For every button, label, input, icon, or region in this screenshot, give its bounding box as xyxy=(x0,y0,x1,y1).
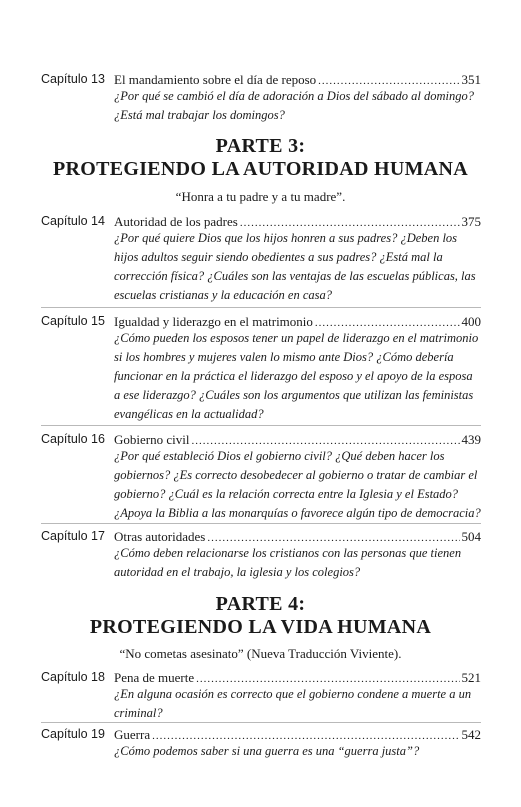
page-number: 400 xyxy=(461,314,481,329)
part-4-quote: “No cometas asesinato” (Nueva Traducción Viviente). xyxy=(119,646,402,661)
chapter-label: Capítulo 15 xyxy=(41,314,105,328)
entry-divider xyxy=(41,425,481,426)
chapter-title: Guerra xyxy=(114,727,151,742)
chapter-description: ¿Por qué quiere Dios que los hijos honren a sus padres? ¿Deben los hijos adultos seguir siendo obedientes a sus padres? ¿Está mal la corrección física? ¿Cuáles son las ventajas de las escuelas públicas, las escuelas cristianas y la educación en casa? xyxy=(114,231,476,302)
entry-divider xyxy=(41,523,481,524)
chapter-description: ¿Cómo podemos saber si una guerra es una “guerra justa”? xyxy=(114,744,420,758)
chapter-description: ¿Por qué se cambió el día de adoración a Dios del sábado al domingo? ¿Está mal trabajar los domingos? xyxy=(114,89,475,122)
chapter-title: El mandamiento sobre el día de reposo xyxy=(114,72,317,87)
page-number: 542 xyxy=(461,727,481,742)
chapter-title: Igualdad y liderazgo en el matrimonio xyxy=(114,314,313,329)
page-number: 521 xyxy=(461,670,481,685)
chapter-label: Capítulo 13 xyxy=(41,72,105,86)
chapter-label: Capítulo 18 xyxy=(41,670,105,684)
part-3-title: PROTEGIENDO LA AUTORIDAD HUMANA xyxy=(52,158,469,180)
page-number: 351 xyxy=(461,72,481,87)
page-number: 439 xyxy=(461,432,481,447)
chapter-description: ¿Cómo deben relacionarse los cristianos con las personas que tienen autoridad en el trabajo, la iglesia y los colegios? xyxy=(114,546,462,579)
chapter-label: Capítulo 19 xyxy=(41,727,105,741)
chapter-title: Pena de muerte xyxy=(114,670,195,685)
chapter-description: ¿En alguna ocasión es correcto que el gobierno condene a muerte a un criminal? xyxy=(114,687,472,720)
part-4-title: PROTEGIENDO LA VIDA HUMANA xyxy=(89,616,432,638)
chapter-title: Autoridad de los padres xyxy=(114,214,238,229)
part-4-number: PARTE 4: xyxy=(215,593,306,615)
chapter-title: Gobierno civil xyxy=(114,432,190,447)
chapter-label: Capítulo 16 xyxy=(41,432,105,446)
entry-divider xyxy=(41,722,481,723)
entry-divider xyxy=(41,307,481,308)
chapter-description: ¿Cómo pueden los esposos tener un papel de liderazgo en el matrimonio si los hombres y mujeres valen lo mismo ante Dios? ¿Cómo debería funcionar en la práctica el liderazgo del esposo y el apoyo de la esposa a ese liderazgo? ¿Cuáles son los argumentos que utilizan las feministas evangélicas en la actualidad? xyxy=(114,331,479,421)
chapter-label: Capítulo 14 xyxy=(41,214,105,228)
part-3-quote: “Honra a tu padre y a tu madre”. xyxy=(175,189,346,204)
chapter-label: Capítulo 17 xyxy=(41,529,105,543)
chapter-description: ¿Por qué estableció Dios el gobierno civil? ¿Qué deben hacer los gobiernos? ¿Es correcto desobedecer al gobierno o tratar de cambiar el gobierno? ¿Cuál es la relación correcta entre la Iglesia y el Estado? ¿Apoya la Biblia a las monarquías o favorece algún tipo de democracia? xyxy=(114,449,481,520)
page-number: 504 xyxy=(461,529,481,544)
chapter-title: Otras autoridades xyxy=(114,529,206,544)
part-3-number: PARTE 3: xyxy=(215,135,306,157)
page-number: 375 xyxy=(461,214,481,229)
